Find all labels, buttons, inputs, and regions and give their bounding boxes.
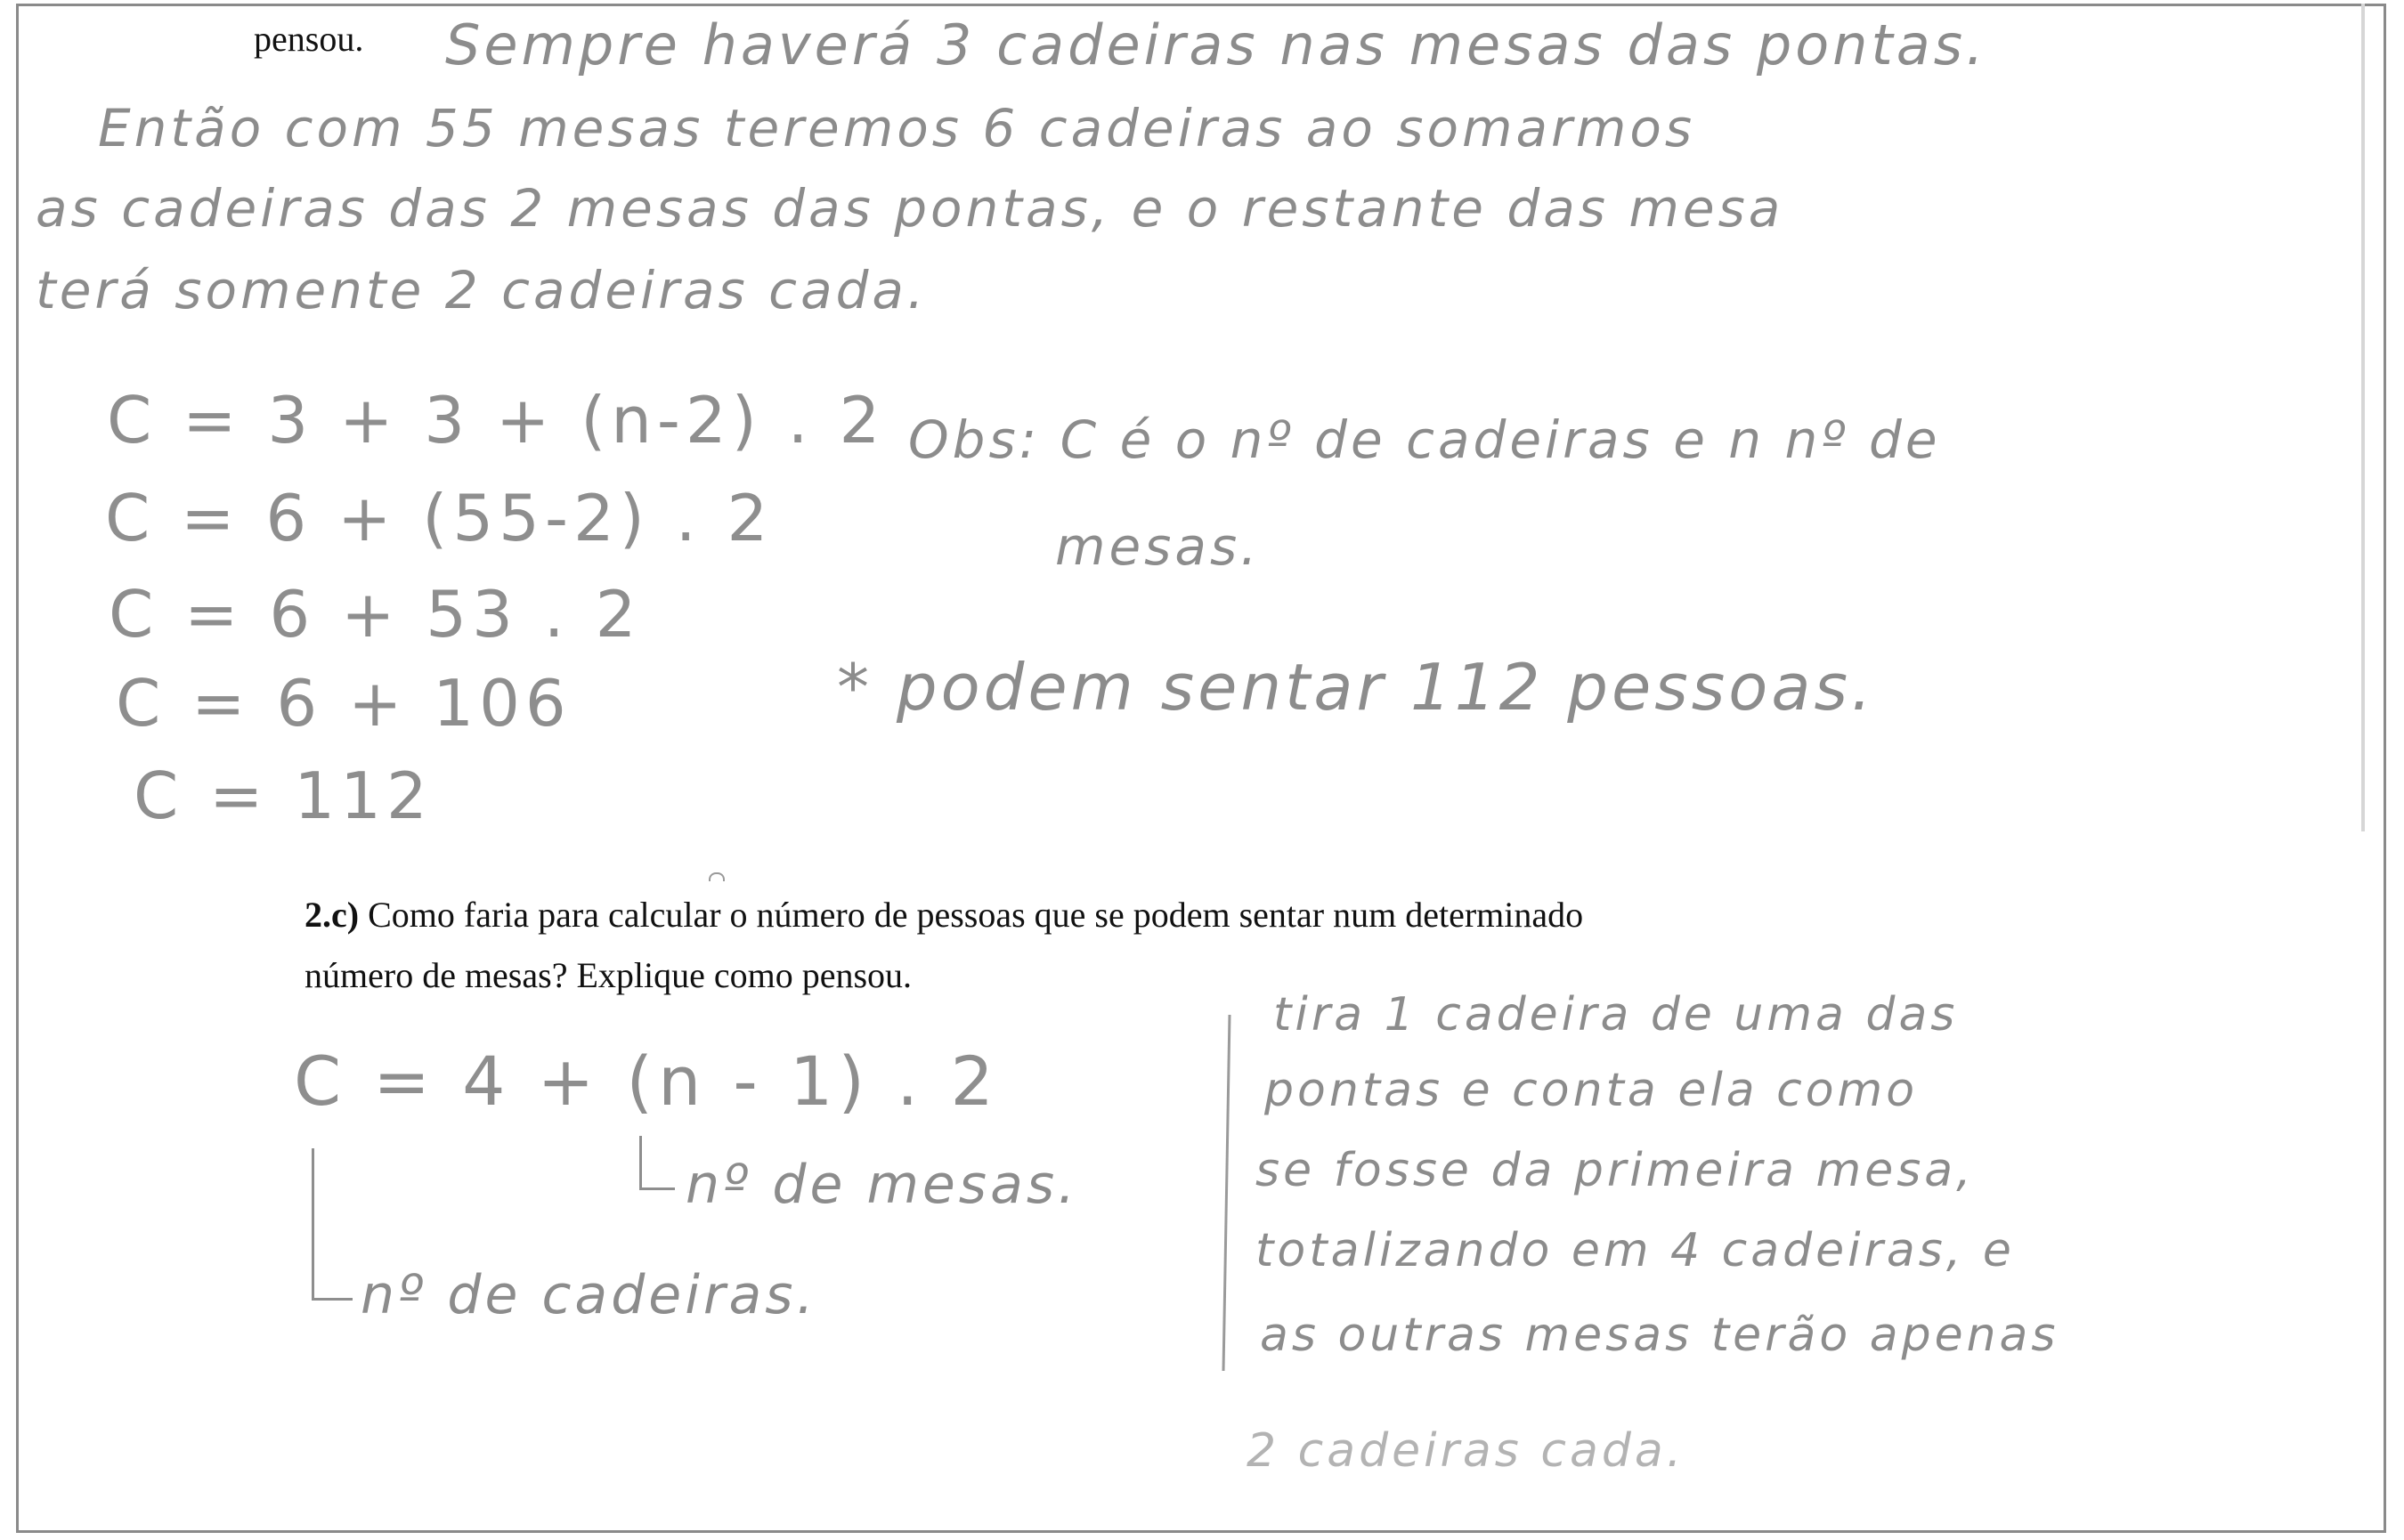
explanation-line-1: tira 1 cadeira de uma das: [1273, 988, 1959, 1042]
explanation-line-4: totalizando em 4 cadeiras, e: [1255, 1224, 2015, 1277]
arrow-to-n: [639, 1136, 642, 1189]
question-2c-line-1: [305, 894, 1583, 936]
general-formula: C = 4 + (n - 1) . 2: [294, 1042, 999, 1121]
calc-line-3: C = 6 + 53 . 2: [109, 577, 642, 652]
pen-mark: [709, 872, 725, 881]
calc-line-4: C = 6 + 106: [116, 666, 572, 741]
question-label: 2.c): [305, 895, 360, 935]
handwritten-para-line-3: terá somente 2 cadeiras cada.: [36, 260, 928, 320]
question-2c-line-2: número de mesas? Explique como pensou.: [305, 955, 913, 995]
explanation-line-5: as outras mesas terão apenas: [1260, 1309, 2059, 1362]
arrow-to-n-head: [639, 1187, 675, 1190]
question-text-1: Como faria para calcular o número de pessoas que se podem sentar num determinado: [368, 895, 1584, 935]
handwritten-para-line-2: as cadeiras das 2 mesas das pontas, e o restante das mesa: [36, 178, 1784, 239]
obs-line-1: Obs: C é o nº de cadeiras e n nº de: [908, 409, 1941, 470]
obs-line-2: mesas.: [1055, 516, 1261, 577]
calc-line-2: C = 6 + (55-2) . 2: [105, 481, 774, 555]
printed-word-pensou: pensou.: [254, 19, 364, 59]
arrow-to-c-head: [312, 1298, 353, 1301]
handwritten-para-line-1: Então com 55 mesas teremos 6 cadeiras ao somarmos: [98, 98, 1696, 158]
answer-note: * podem sentar 112 pessoas.: [837, 650, 1875, 725]
explanation-line-3: se fosse da primeira mesa,: [1255, 1144, 1975, 1197]
calc-line-1: C = 3 + 3 + (n-2) . 2: [107, 383, 886, 458]
handwritten-line-top: Sempre haverá 3 cadeiras nas mesas das pontas.: [445, 12, 1987, 77]
formula-note-n: nº de mesas.: [686, 1154, 1079, 1216]
page-edge-rule: [2361, 4, 2365, 831]
explanation-line-6: 2 cadeiras cada.: [1247, 1424, 1685, 1478]
explanation-line-2: pontas e conta ela como: [1264, 1064, 1919, 1117]
arrow-to-c: [312, 1148, 314, 1300]
formula-note-c: nº de cadeiras.: [361, 1264, 817, 1326]
calc-line-5: C = 112: [134, 758, 433, 833]
